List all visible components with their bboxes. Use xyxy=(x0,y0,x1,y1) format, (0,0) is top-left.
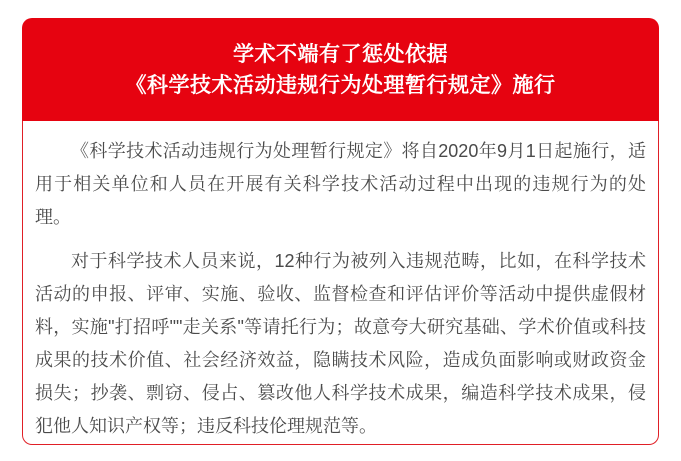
article-card xyxy=(22,18,659,445)
banner-title-line2: 《科学技术活动违规行为处理暂行规定》施行 xyxy=(125,73,556,97)
article-header-banner xyxy=(22,18,659,121)
article-body xyxy=(22,121,659,445)
banner-title-line1: 学术不端有了惩处依据 xyxy=(233,42,448,66)
article-paragraph-2: 对于科学技术人员来说，12种行为被列入违规范畴，比如，在科学技术活动的申报、评审、实施、验收、监督检查和评估评价等活动中提供虚假材料，实施"打招呼""走关系"等请托行为；故意夸大研究基础、学术价值或科技成果的技术价值、社会经济效益，隐瞒技术风险，造成负面影响或财政资金损失；抄袭、剽窃、侵占、篡改他人科学技术成果，编造科学技术成果，侵犯他人知识产权等；违反科技伦理规范等。 xyxy=(35,251,646,436)
article-paragraph-1: 《科学技术活动违规行为处理暂行规定》将自2020年9月1日起施行，适用于相关单位和人员在开展有关科学技术活动过程中出现的违规行为的处理。 xyxy=(35,141,646,227)
